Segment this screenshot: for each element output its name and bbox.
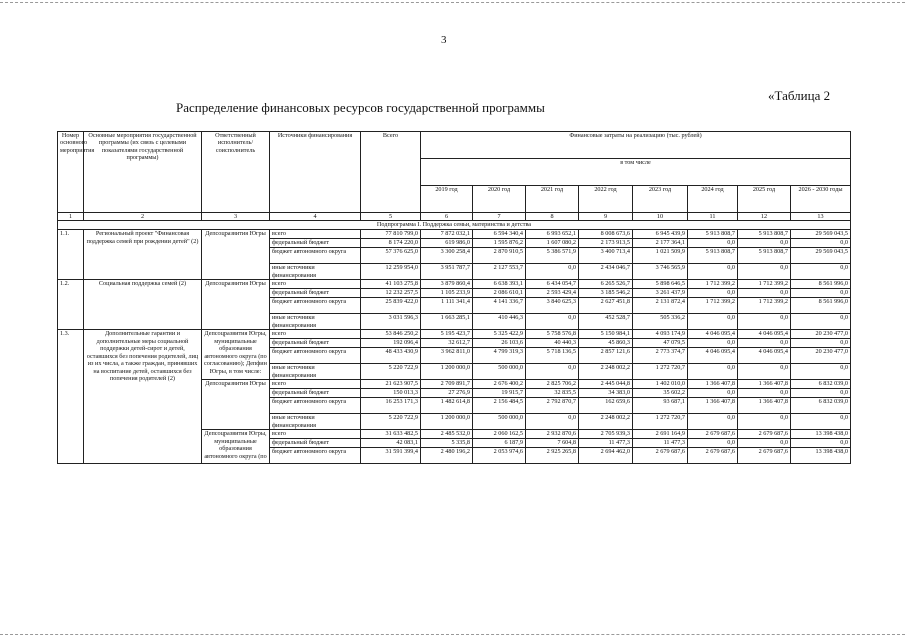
- value-cell: 6 832 039,0: [791, 398, 851, 414]
- value-cell: 31 591 399,4: [361, 448, 421, 464]
- value-cell: 0,0: [688, 339, 738, 348]
- source-cell: федеральный бюджет: [270, 339, 361, 348]
- header-year: 2022 год: [579, 186, 633, 213]
- value-cell: 2 932 870,6: [526, 430, 579, 439]
- table-row: [58, 230, 851, 239]
- value-cell: 32 612,7: [421, 339, 473, 348]
- measure-name: Региональный проект "Финансовая поддержка семей при рождении детей" (2): [84, 230, 202, 280]
- value-cell: 500 000,0: [473, 414, 526, 430]
- value-cell: 452 528,7: [579, 314, 633, 330]
- value-cell: 0,0: [688, 439, 738, 448]
- value-cell: 1 402 010,0: [633, 380, 688, 389]
- value-cell: 1 712 399,2: [688, 298, 738, 314]
- value-cell: 2 434 046,7: [579, 264, 633, 280]
- header-total: Всего: [361, 132, 421, 213]
- value-cell: 505 336,2: [633, 314, 688, 330]
- header-year: 2024 год: [688, 186, 738, 213]
- page-bottom-edge: [0, 634, 905, 635]
- executor: Депсоцразвития Югры: [202, 280, 270, 330]
- header-executor: Ответственный исполнитель/ соисполнитель: [202, 132, 270, 213]
- column-number: 11: [688, 213, 738, 221]
- header-measures: Основные мероприятия государственной программы (их связь с целевыми показателями государственной программы): [84, 132, 202, 213]
- source-cell: всего: [270, 380, 361, 389]
- source-cell: иные источники финансирования: [270, 364, 361, 380]
- value-cell: 0,0: [688, 239, 738, 248]
- value-cell: 2 131 872,4: [633, 298, 688, 314]
- value-cell: 1 200 000,0: [421, 364, 473, 380]
- value-cell: 42 083,1: [361, 439, 421, 448]
- column-number: 2: [84, 213, 202, 221]
- value-cell: 34 383,0: [579, 389, 633, 398]
- table-label: «Таблица 2: [768, 88, 831, 103]
- value-cell: 12 232 257,5: [361, 289, 421, 298]
- value-cell: 162 659,6: [579, 398, 633, 414]
- value-cell: 27 276,9: [421, 389, 473, 398]
- executor: Депсоцразвития Югры, муниципальные образования автономного округа (по: [202, 430, 270, 464]
- value-cell: 5 335,8: [421, 439, 473, 448]
- value-cell: 11 477,3: [633, 439, 688, 448]
- value-cell: 2 857 121,6: [579, 348, 633, 364]
- header-num: Номер основного мероприятия: [58, 132, 84, 213]
- value-cell: 2 086 610,1: [473, 289, 526, 298]
- source-cell: бюджет автономного округа: [270, 398, 361, 414]
- value-cell: 3 300 258,4: [421, 248, 473, 264]
- measure-number: 1.3.: [58, 330, 84, 464]
- value-cell: 93 687,1: [633, 398, 688, 414]
- value-cell: 0,0: [791, 439, 851, 448]
- column-number: 1: [58, 213, 84, 221]
- value-cell: 40 440,3: [526, 339, 579, 348]
- column-number: 9: [579, 213, 633, 221]
- value-cell: 0,0: [791, 339, 851, 348]
- source-cell: федеральный бюджет: [270, 389, 361, 398]
- measure-name: Дополнительные гарантии и дополнительные меры социальной поддержки детей-сирот и детей, оставшихся без попечения родителей, лиц из их числа, а также граждан, принявших на воспитание детей, оставшихся без попечения родителей (2): [84, 330, 202, 464]
- executor: Депсоцразвития Югры: [202, 380, 270, 430]
- value-cell: 0,0: [738, 264, 791, 280]
- value-cell: 2 825 706,2: [526, 380, 579, 389]
- finance-table: [57, 131, 851, 464]
- value-cell: 0,0: [526, 364, 579, 380]
- value-cell: 2 691 164,9: [633, 430, 688, 439]
- source-cell: федеральный бюджет: [270, 439, 361, 448]
- header-year: 2023 год: [633, 186, 688, 213]
- value-cell: 0,0: [738, 289, 791, 298]
- value-cell: 1 663 285,1: [421, 314, 473, 330]
- value-cell: 2 445 044,8: [579, 380, 633, 389]
- column-number: 4: [270, 213, 361, 221]
- column-number: 8: [526, 213, 579, 221]
- value-cell: 13 398 438,0: [791, 430, 851, 439]
- value-cell: 6 638 393,1: [473, 280, 526, 289]
- value-cell: 47 079,5: [633, 339, 688, 348]
- value-cell: 6 993 652,1: [526, 230, 579, 239]
- value-cell: 5 913 808,7: [738, 248, 791, 264]
- value-cell: 4 799 319,3: [473, 348, 526, 364]
- header-year: 2025 год: [738, 186, 791, 213]
- value-cell: 192 096,4: [361, 339, 421, 348]
- source-cell: иные источники финансирования: [270, 314, 361, 330]
- value-cell: 45 860,3: [579, 339, 633, 348]
- value-cell: 2 679 687,6: [738, 430, 791, 439]
- executor: Депсоцразвития Югры: [202, 230, 270, 280]
- value-cell: 8 561 996,0: [791, 280, 851, 289]
- value-cell: 2 593 429,4: [526, 289, 579, 298]
- value-cell: 0,0: [791, 239, 851, 248]
- value-cell: 3 400 713,4: [579, 248, 633, 264]
- value-cell: 57 376 625,0: [361, 248, 421, 264]
- table-row: [58, 280, 851, 289]
- value-cell: 53 846 250,2: [361, 330, 421, 339]
- value-cell: 1 200 000,0: [421, 414, 473, 430]
- value-cell: 0,0: [688, 314, 738, 330]
- source-cell: всего: [270, 280, 361, 289]
- header-sources: Источники финансирования: [270, 132, 361, 213]
- measure-number: 1.2.: [58, 280, 84, 330]
- value-cell: 6 434 054,7: [526, 280, 579, 289]
- value-cell: 5 220 722,9: [361, 364, 421, 380]
- value-cell: 4 046 095,4: [738, 330, 791, 339]
- value-cell: 7 872 032,1: [421, 230, 473, 239]
- column-number: 10: [633, 213, 688, 221]
- source-cell: федеральный бюджет: [270, 289, 361, 298]
- value-cell: 1 272 720,7: [633, 364, 688, 380]
- value-cell: 2 053 974,6: [473, 448, 526, 464]
- value-cell: 4 046 095,4: [688, 348, 738, 364]
- header-year: 2026 - 2030 годы: [791, 186, 851, 213]
- value-cell: 2 870 910,5: [473, 248, 526, 264]
- value-cell: 2 792 870,7: [526, 398, 579, 414]
- column-number: 6: [421, 213, 473, 221]
- value-cell: 0,0: [738, 414, 791, 430]
- value-cell: 5 325 422,9: [473, 330, 526, 339]
- value-cell: 2 925 265,8: [526, 448, 579, 464]
- value-cell: 3 261 437,9: [633, 289, 688, 298]
- value-cell: 2 705 939,3: [579, 430, 633, 439]
- value-cell: 0,0: [791, 364, 851, 380]
- source-cell: бюджет автономного округа: [270, 448, 361, 464]
- table-row: [58, 330, 851, 339]
- value-cell: 1 366 407,8: [688, 398, 738, 414]
- value-cell: 4 046 095,4: [688, 330, 738, 339]
- value-cell: 4 046 095,4: [738, 348, 791, 364]
- value-cell: 3 951 787,7: [421, 264, 473, 280]
- value-cell: 5 913 808,7: [688, 230, 738, 239]
- value-cell: 0,0: [688, 289, 738, 298]
- source-cell: бюджет автономного округа: [270, 348, 361, 364]
- value-cell: 3 031 596,3: [361, 314, 421, 330]
- value-cell: 6 832 039,0: [791, 380, 851, 389]
- value-cell: 25 839 422,0: [361, 298, 421, 314]
- value-cell: 1 366 407,8: [738, 398, 791, 414]
- value-cell: 6 265 526,7: [579, 280, 633, 289]
- value-cell: 6 187,9: [473, 439, 526, 448]
- value-cell: 2 773 374,7: [633, 348, 688, 364]
- value-cell: 5 150 984,1: [579, 330, 633, 339]
- page-number: 3: [441, 34, 447, 46]
- subprogram-title: Подпрограмма I. Поддержка семьи, материнства и детства: [58, 221, 851, 230]
- value-cell: 21 623 907,5: [361, 380, 421, 389]
- source-cell: всего: [270, 430, 361, 439]
- value-cell: 1 607 080,2: [526, 239, 579, 248]
- value-cell: 1 272 720,7: [633, 414, 688, 430]
- value-cell: 5 195 423,7: [421, 330, 473, 339]
- value-cell: 31 633 482,5: [361, 430, 421, 439]
- value-cell: 2 679 687,6: [688, 430, 738, 439]
- header-fin-costs: Финансовые затраты на реализацию (тыс. рублей): [421, 132, 851, 159]
- value-cell: 32 835,5: [526, 389, 579, 398]
- value-cell: 3 879 860,4: [421, 280, 473, 289]
- source-cell: бюджет автономного округа: [270, 298, 361, 314]
- value-cell: 5 898 646,5: [633, 280, 688, 289]
- value-cell: 0,0: [688, 364, 738, 380]
- value-cell: 5 913 808,7: [688, 248, 738, 264]
- value-cell: 2 480 196,2: [421, 448, 473, 464]
- value-cell: 2 627 451,8: [579, 298, 633, 314]
- value-cell: 8 174 220,0: [361, 239, 421, 248]
- value-cell: 5 220 722,9: [361, 414, 421, 430]
- executor: Депсоцразвития Югры, муниципальные образования автономного округа (по согласованию); Депфин Югры, в том числе:: [202, 330, 270, 380]
- value-cell: 3 840 625,3: [526, 298, 579, 314]
- value-cell: 0,0: [738, 314, 791, 330]
- column-number: 12: [738, 213, 791, 221]
- value-cell: 2 679 687,6: [633, 448, 688, 464]
- value-cell: 1 712 399,2: [738, 298, 791, 314]
- column-number: 3: [202, 213, 270, 221]
- value-cell: 2 485 532,0: [421, 430, 473, 439]
- column-number: 13: [791, 213, 851, 221]
- value-cell: 5 386 571,9: [526, 248, 579, 264]
- value-cell: 1 482 614,8: [421, 398, 473, 414]
- value-cell: 2 679 687,6: [688, 448, 738, 464]
- value-cell: 0,0: [791, 289, 851, 298]
- header-year: 2021 год: [526, 186, 579, 213]
- value-cell: 0,0: [738, 389, 791, 398]
- value-cell: 77 810 799,0: [361, 230, 421, 239]
- value-cell: 4 093 174,9: [633, 330, 688, 339]
- value-cell: 0,0: [791, 314, 851, 330]
- value-cell: 0,0: [738, 364, 791, 380]
- value-cell: 19 915,7: [473, 389, 526, 398]
- value-cell: 1 366 407,8: [738, 380, 791, 389]
- value-cell: 2 248 002,2: [579, 414, 633, 430]
- value-cell: 0,0: [526, 414, 579, 430]
- value-cell: 2 679 687,6: [738, 448, 791, 464]
- value-cell: 0,0: [791, 264, 851, 280]
- value-cell: 41 103 275,8: [361, 280, 421, 289]
- value-cell: 2 060 162,5: [473, 430, 526, 439]
- source-cell: федеральный бюджет: [270, 239, 361, 248]
- value-cell: 4 141 336,7: [473, 298, 526, 314]
- column-number: 7: [473, 213, 526, 221]
- value-cell: 8 008 673,6: [579, 230, 633, 239]
- value-cell: 2 156 484,5: [473, 398, 526, 414]
- value-cell: 0,0: [526, 314, 579, 330]
- value-cell: 29 569 043,5: [791, 230, 851, 239]
- header-incl: в том числе: [421, 159, 851, 186]
- value-cell: 35 602,2: [633, 389, 688, 398]
- value-cell: 0,0: [526, 264, 579, 280]
- value-cell: 0,0: [791, 389, 851, 398]
- header-year: 2019 год: [421, 186, 473, 213]
- value-cell: 12 259 954,0: [361, 264, 421, 280]
- value-cell: 619 986,0: [421, 239, 473, 248]
- measure-name: Социальная поддержка семей (2): [84, 280, 202, 330]
- value-cell: 5 913 808,7: [738, 230, 791, 239]
- value-cell: 8 561 996,0: [791, 298, 851, 314]
- value-cell: 2 694 462,0: [579, 448, 633, 464]
- value-cell: 0,0: [738, 339, 791, 348]
- value-cell: 6 594 340,4: [473, 230, 526, 239]
- value-cell: 1 021 509,9: [633, 248, 688, 264]
- value-cell: 13 398 438,0: [791, 448, 851, 464]
- value-cell: 1 111 341,4: [421, 298, 473, 314]
- source-cell: иные источники финансирования: [270, 414, 361, 430]
- page-title: Распределение финансовых ресурсов государственной программы: [176, 100, 545, 115]
- value-cell: 1 712 399,2: [738, 280, 791, 289]
- measure-number: 1.1.: [58, 230, 84, 280]
- value-cell: 410 446,3: [473, 314, 526, 330]
- value-cell: 2 676 400,2: [473, 380, 526, 389]
- value-cell: 7 604,8: [526, 439, 579, 448]
- value-cell: 3 185 546,2: [579, 289, 633, 298]
- value-cell: 29 569 043,5: [791, 248, 851, 264]
- source-cell: иные источники финансирования: [270, 264, 361, 280]
- value-cell: 0,0: [688, 264, 738, 280]
- value-cell: 16 253 171,3: [361, 398, 421, 414]
- page-top-edge: [0, 2, 905, 3]
- value-cell: 0,0: [791, 414, 851, 430]
- value-cell: 6 945 439,9: [633, 230, 688, 239]
- source-cell: всего: [270, 330, 361, 339]
- source-cell: всего: [270, 230, 361, 239]
- value-cell: 1 595 876,2: [473, 239, 526, 248]
- value-cell: 2 177 364,1: [633, 239, 688, 248]
- value-cell: 20 230 477,0: [791, 348, 851, 364]
- value-cell: 2 127 553,7: [473, 264, 526, 280]
- value-cell: 5 758 576,8: [526, 330, 579, 339]
- value-cell: 11 477,3: [579, 439, 633, 448]
- value-cell: 0,0: [688, 414, 738, 430]
- value-cell: 5 718 136,5: [526, 348, 579, 364]
- value-cell: 0,0: [738, 439, 791, 448]
- header-year: 2020 год: [473, 186, 526, 213]
- value-cell: 1 366 407,8: [688, 380, 738, 389]
- value-cell: 48 433 430,9: [361, 348, 421, 364]
- value-cell: 150 013,3: [361, 389, 421, 398]
- value-cell: 2 248 002,2: [579, 364, 633, 380]
- source-cell: бюджет автономного округа: [270, 248, 361, 264]
- value-cell: 0,0: [738, 239, 791, 248]
- value-cell: 0,0: [688, 389, 738, 398]
- value-cell: 2 709 891,7: [421, 380, 473, 389]
- value-cell: 26 103,6: [473, 339, 526, 348]
- value-cell: 1 712 399,2: [688, 280, 738, 289]
- value-cell: 20 230 477,0: [791, 330, 851, 339]
- value-cell: 2 173 913,5: [579, 239, 633, 248]
- value-cell: 500 000,0: [473, 364, 526, 380]
- column-number: 5: [361, 213, 421, 221]
- value-cell: 3 746 565,9: [633, 264, 688, 280]
- value-cell: 3 962 811,0: [421, 348, 473, 364]
- value-cell: 1 105 233,9: [421, 289, 473, 298]
